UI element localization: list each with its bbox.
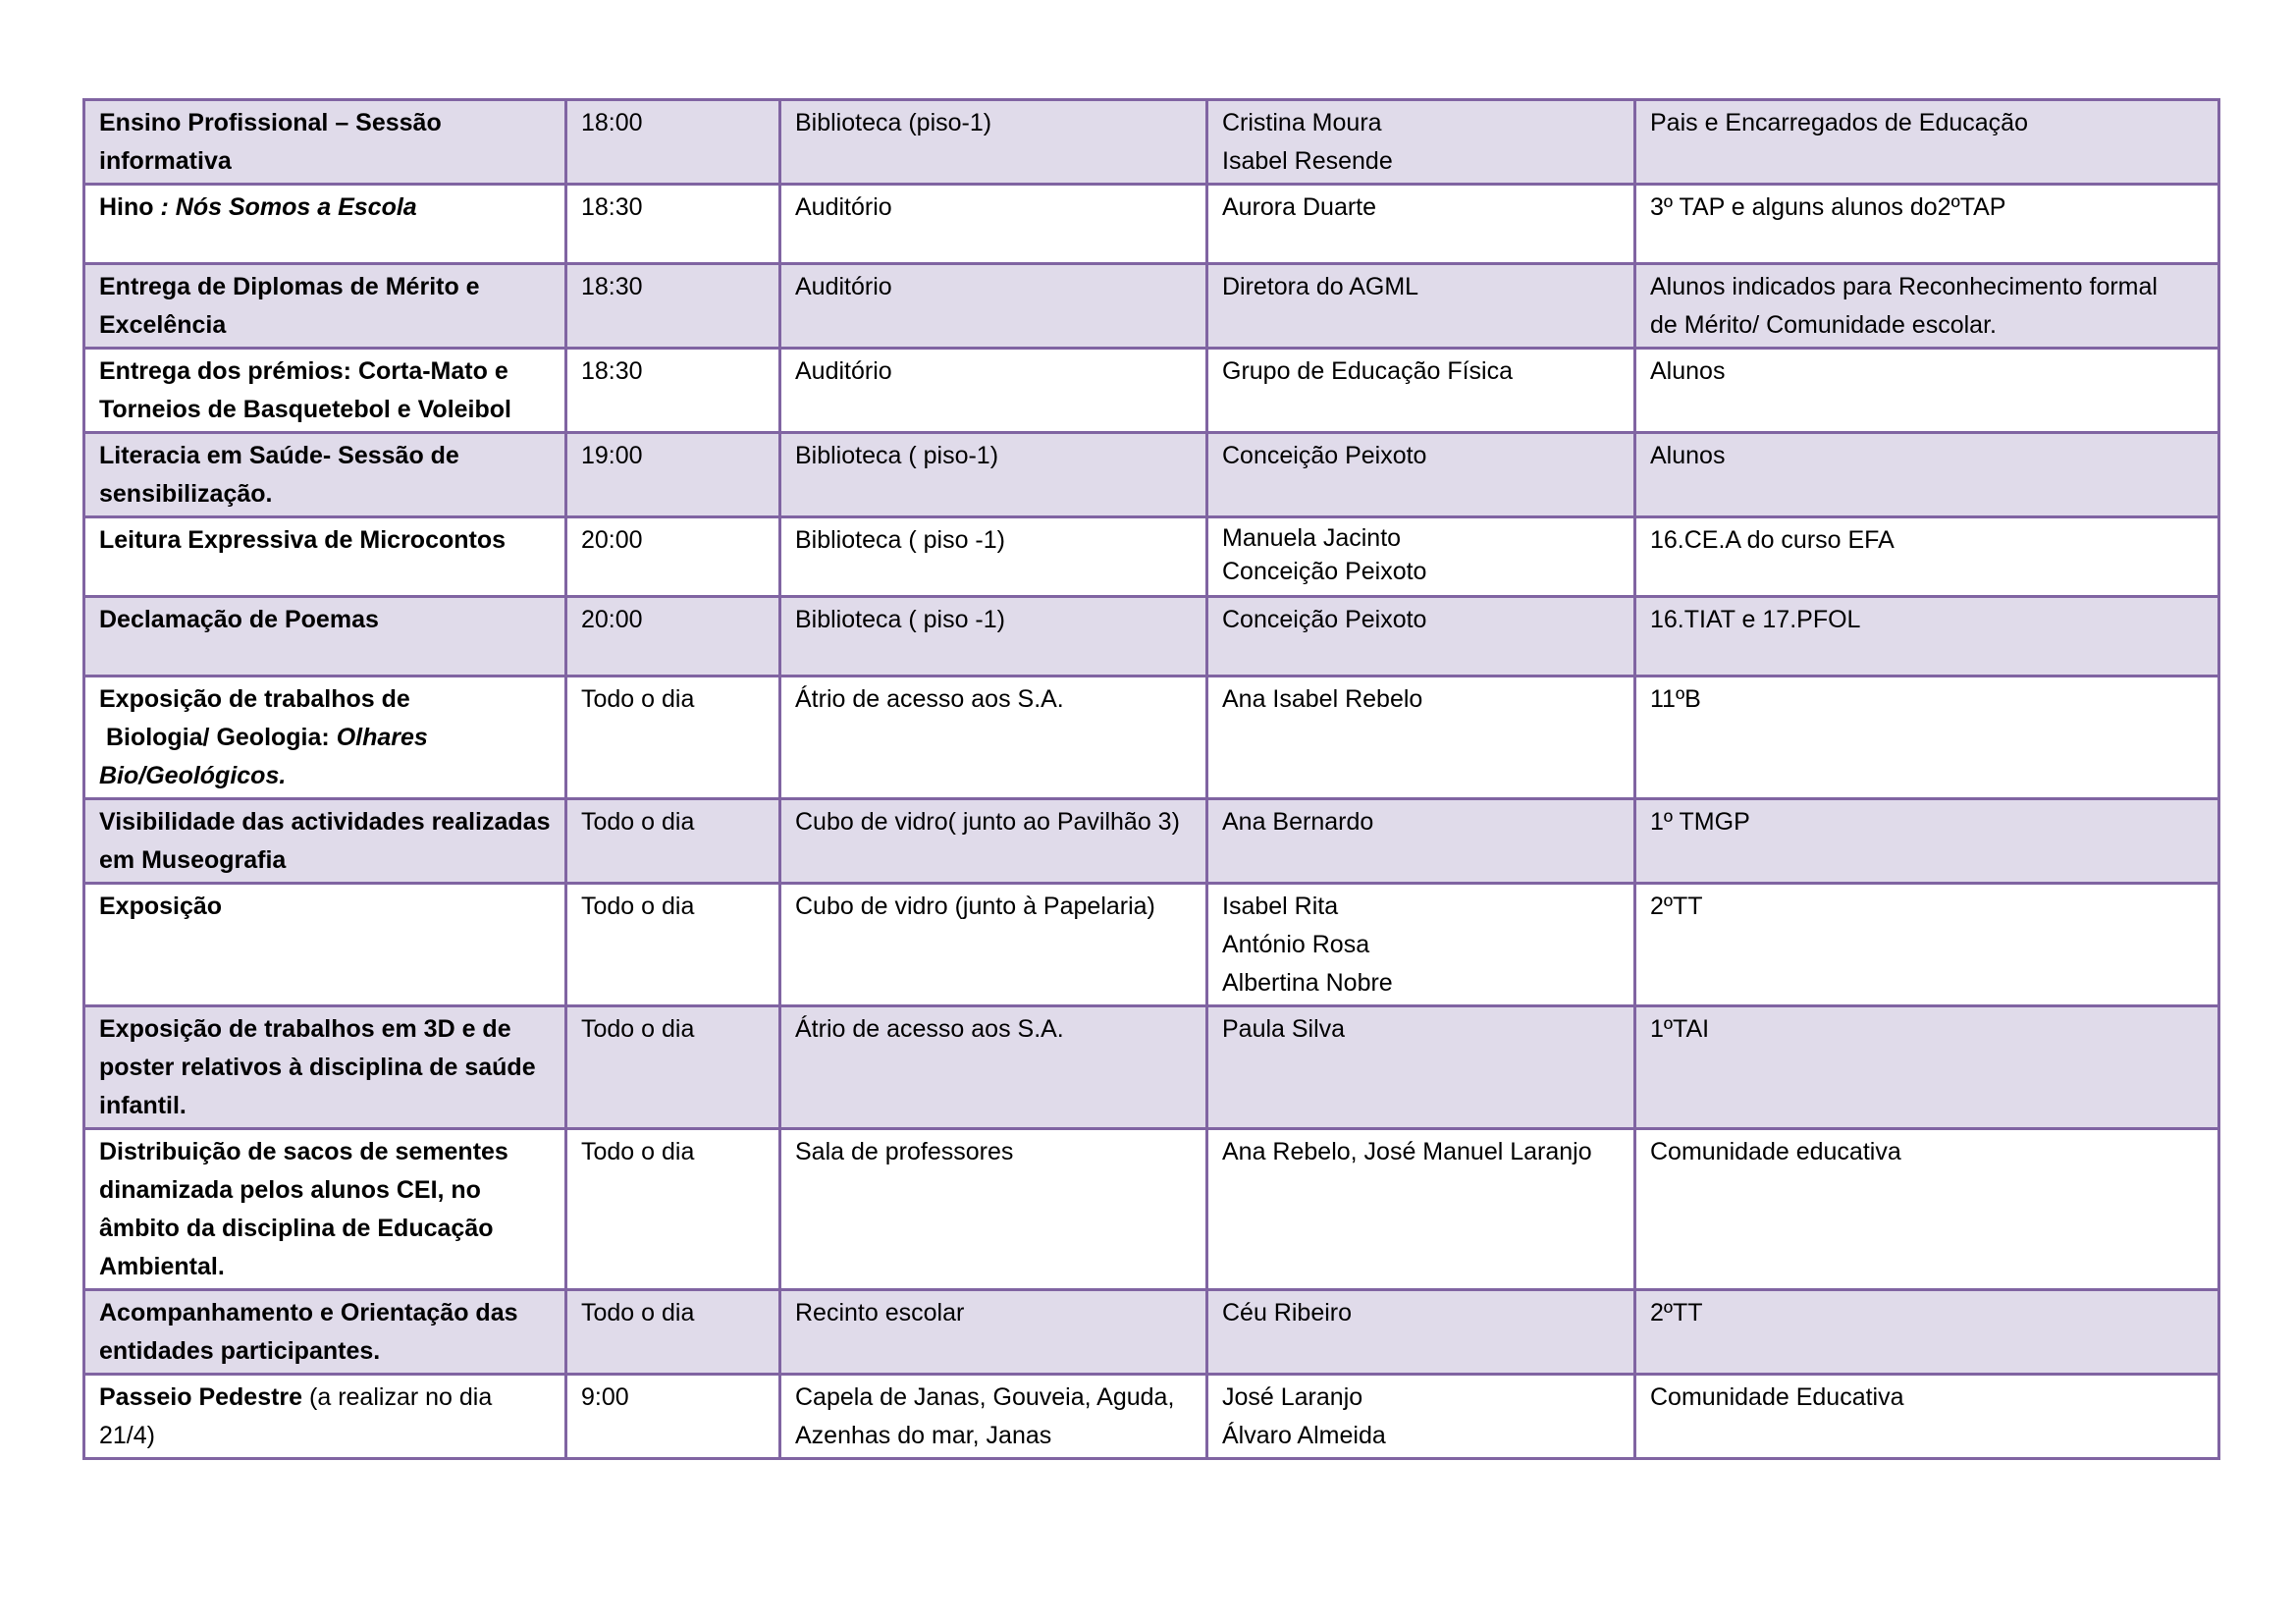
table-row <box>84 677 2219 799</box>
table-row <box>84 1006 2219 1129</box>
audience-cell: Comunidade Educativa <box>1635 1375 2219 1459</box>
activity-cell: Exposição de trabalhos em 3D e de poster relativos à disciplina de saúde infantil. <box>84 1006 566 1129</box>
audience-cell: 11ºB <box>1635 677 2219 799</box>
time-cell: 19:00 <box>566 433 780 517</box>
activity-cell: Entrega de Diplomas de Mérito e Excelência <box>84 264 566 349</box>
responsible-cell: Conceição Peixoto <box>1207 433 1635 517</box>
table-row <box>84 517 2219 597</box>
table-row <box>84 1129 2219 1290</box>
place-cell: Capela de Janas, Gouveia, Aguda, Azenhas do mar, Janas <box>780 1375 1207 1459</box>
responsible-cell: Diretora do AGML <box>1207 264 1635 349</box>
activity-cell: Visibilidade das actividades realizadas em Museografia <box>84 799 566 884</box>
activity-cell: Literacia em Saúde- Sessão de sensibilização. <box>84 433 566 517</box>
responsible-cell: Isabel Rita António Rosa Albertina Nobre <box>1207 884 1635 1006</box>
responsible-cell: Ana Isabel Rebelo <box>1207 677 1635 799</box>
place-cell: Cubo de vidro (junto à Papelaria) <box>780 884 1207 1006</box>
responsible-cell: Manuela Jacinto Conceição Peixoto <box>1207 517 1635 597</box>
time-cell: 20:00 <box>566 597 780 677</box>
activity-cell: Exposição de trabalhos de Biologia/ Geologia: Olhares Bio/Geológicos. <box>84 677 566 799</box>
table-row <box>84 433 2219 517</box>
place-cell: Biblioteca ( piso -1) <box>780 597 1207 677</box>
time-cell: Todo o dia <box>566 677 780 799</box>
place-cell: Biblioteca ( piso-1) <box>780 433 1207 517</box>
place-cell: Átrio de acesso aos S.A. <box>780 677 1207 799</box>
activity-cell: Exposição <box>84 884 566 1006</box>
audience-cell: 2ºTT <box>1635 1290 2219 1375</box>
audience-cell: 2ºTT <box>1635 884 2219 1006</box>
responsible-cell: Paula Silva <box>1207 1006 1635 1129</box>
table-row <box>84 884 2219 1006</box>
activity-cell: Hino : Nós Somos a Escola <box>84 185 566 264</box>
audience-cell: 3º TAP e alguns alunos do2ºTAP <box>1635 185 2219 264</box>
responsible-cell: Ana Rebelo, José Manuel Laranjo <box>1207 1129 1635 1290</box>
activity-cell: Acompanhamento e Orientação das entidades participantes. <box>84 1290 566 1375</box>
time-cell: 9:00 <box>566 1375 780 1459</box>
place-cell: Átrio de acesso aos S.A. <box>780 1006 1207 1129</box>
activity-cell: Distribuição de sacos de sementes dinamizada pelos alunos CEI, no âmbito da disciplina de Educação Ambiental. <box>84 1129 566 1290</box>
activity-cell: Ensino Profissional – Sessão informativa <box>84 100 566 185</box>
place-cell: Biblioteca ( piso -1) <box>780 517 1207 597</box>
table-row <box>84 100 2219 185</box>
responsible-cell: José Laranjo Álvaro Almeida <box>1207 1375 1635 1459</box>
responsible-cell: Céu Ribeiro <box>1207 1290 1635 1375</box>
place-cell: Auditório <box>780 349 1207 433</box>
audience-cell: 16.TIAT e 17.PFOL <box>1635 597 2219 677</box>
table-row <box>84 1290 2219 1375</box>
table-row <box>84 185 2219 264</box>
responsible-cell: Cristina Moura Isabel Resende <box>1207 100 1635 185</box>
activity-cell: Passeio Pedestre (a realizar no dia 21/4) <box>84 1375 566 1459</box>
audience-cell: Alunos indicados para Reconhecimento formal de Mérito/ Comunidade escolar. <box>1635 264 2219 349</box>
time-cell: Todo o dia <box>566 1006 780 1129</box>
audience-cell: Pais e Encarregados de Educação <box>1635 100 2219 185</box>
time-cell: 18:30 <box>566 349 780 433</box>
time-cell: 18:00 <box>566 100 780 185</box>
activity-cell: Declamação de Poemas <box>84 597 566 677</box>
table-row <box>84 799 2219 884</box>
table-row <box>84 597 2219 677</box>
audience-cell: 16.CE.A do curso EFA <box>1635 517 2219 597</box>
table-row <box>84 349 2219 433</box>
activities-table <box>82 98 2220 1460</box>
responsible-cell: Grupo de Educação Física <box>1207 349 1635 433</box>
table-row <box>84 264 2219 349</box>
place-cell: Auditório <box>780 264 1207 349</box>
time-cell: 20:00 <box>566 517 780 597</box>
audience-cell: 1ºTAI <box>1635 1006 2219 1129</box>
place-cell: Biblioteca (piso-1) <box>780 100 1207 185</box>
audience-cell: Alunos <box>1635 433 2219 517</box>
responsible-cell: Ana Bernardo <box>1207 799 1635 884</box>
audience-cell: 1º TMGP <box>1635 799 2219 884</box>
place-cell: Sala de professores <box>780 1129 1207 1290</box>
activity-cell: Entrega dos prémios: Corta-Mato e Torneios de Basquetebol e Voleibol <box>84 349 566 433</box>
time-cell: Todo o dia <box>566 884 780 1006</box>
time-cell: Todo o dia <box>566 799 780 884</box>
time-cell: Todo o dia <box>566 1129 780 1290</box>
audience-cell: Comunidade educativa <box>1635 1129 2219 1290</box>
activity-cell: Leitura Expressiva de Microcontos <box>84 517 566 597</box>
audience-cell: Alunos <box>1635 349 2219 433</box>
place-cell: Auditório <box>780 185 1207 264</box>
time-cell: 18:30 <box>566 185 780 264</box>
time-cell: 18:30 <box>566 264 780 349</box>
place-cell: Recinto escolar <box>780 1290 1207 1375</box>
place-cell: Cubo de vidro( junto ao Pavilhão 3) <box>780 799 1207 884</box>
table-row <box>84 1375 2219 1459</box>
time-cell: Todo o dia <box>566 1290 780 1375</box>
responsible-cell: Aurora Duarte <box>1207 185 1635 264</box>
responsible-cell: Conceição Peixoto <box>1207 597 1635 677</box>
